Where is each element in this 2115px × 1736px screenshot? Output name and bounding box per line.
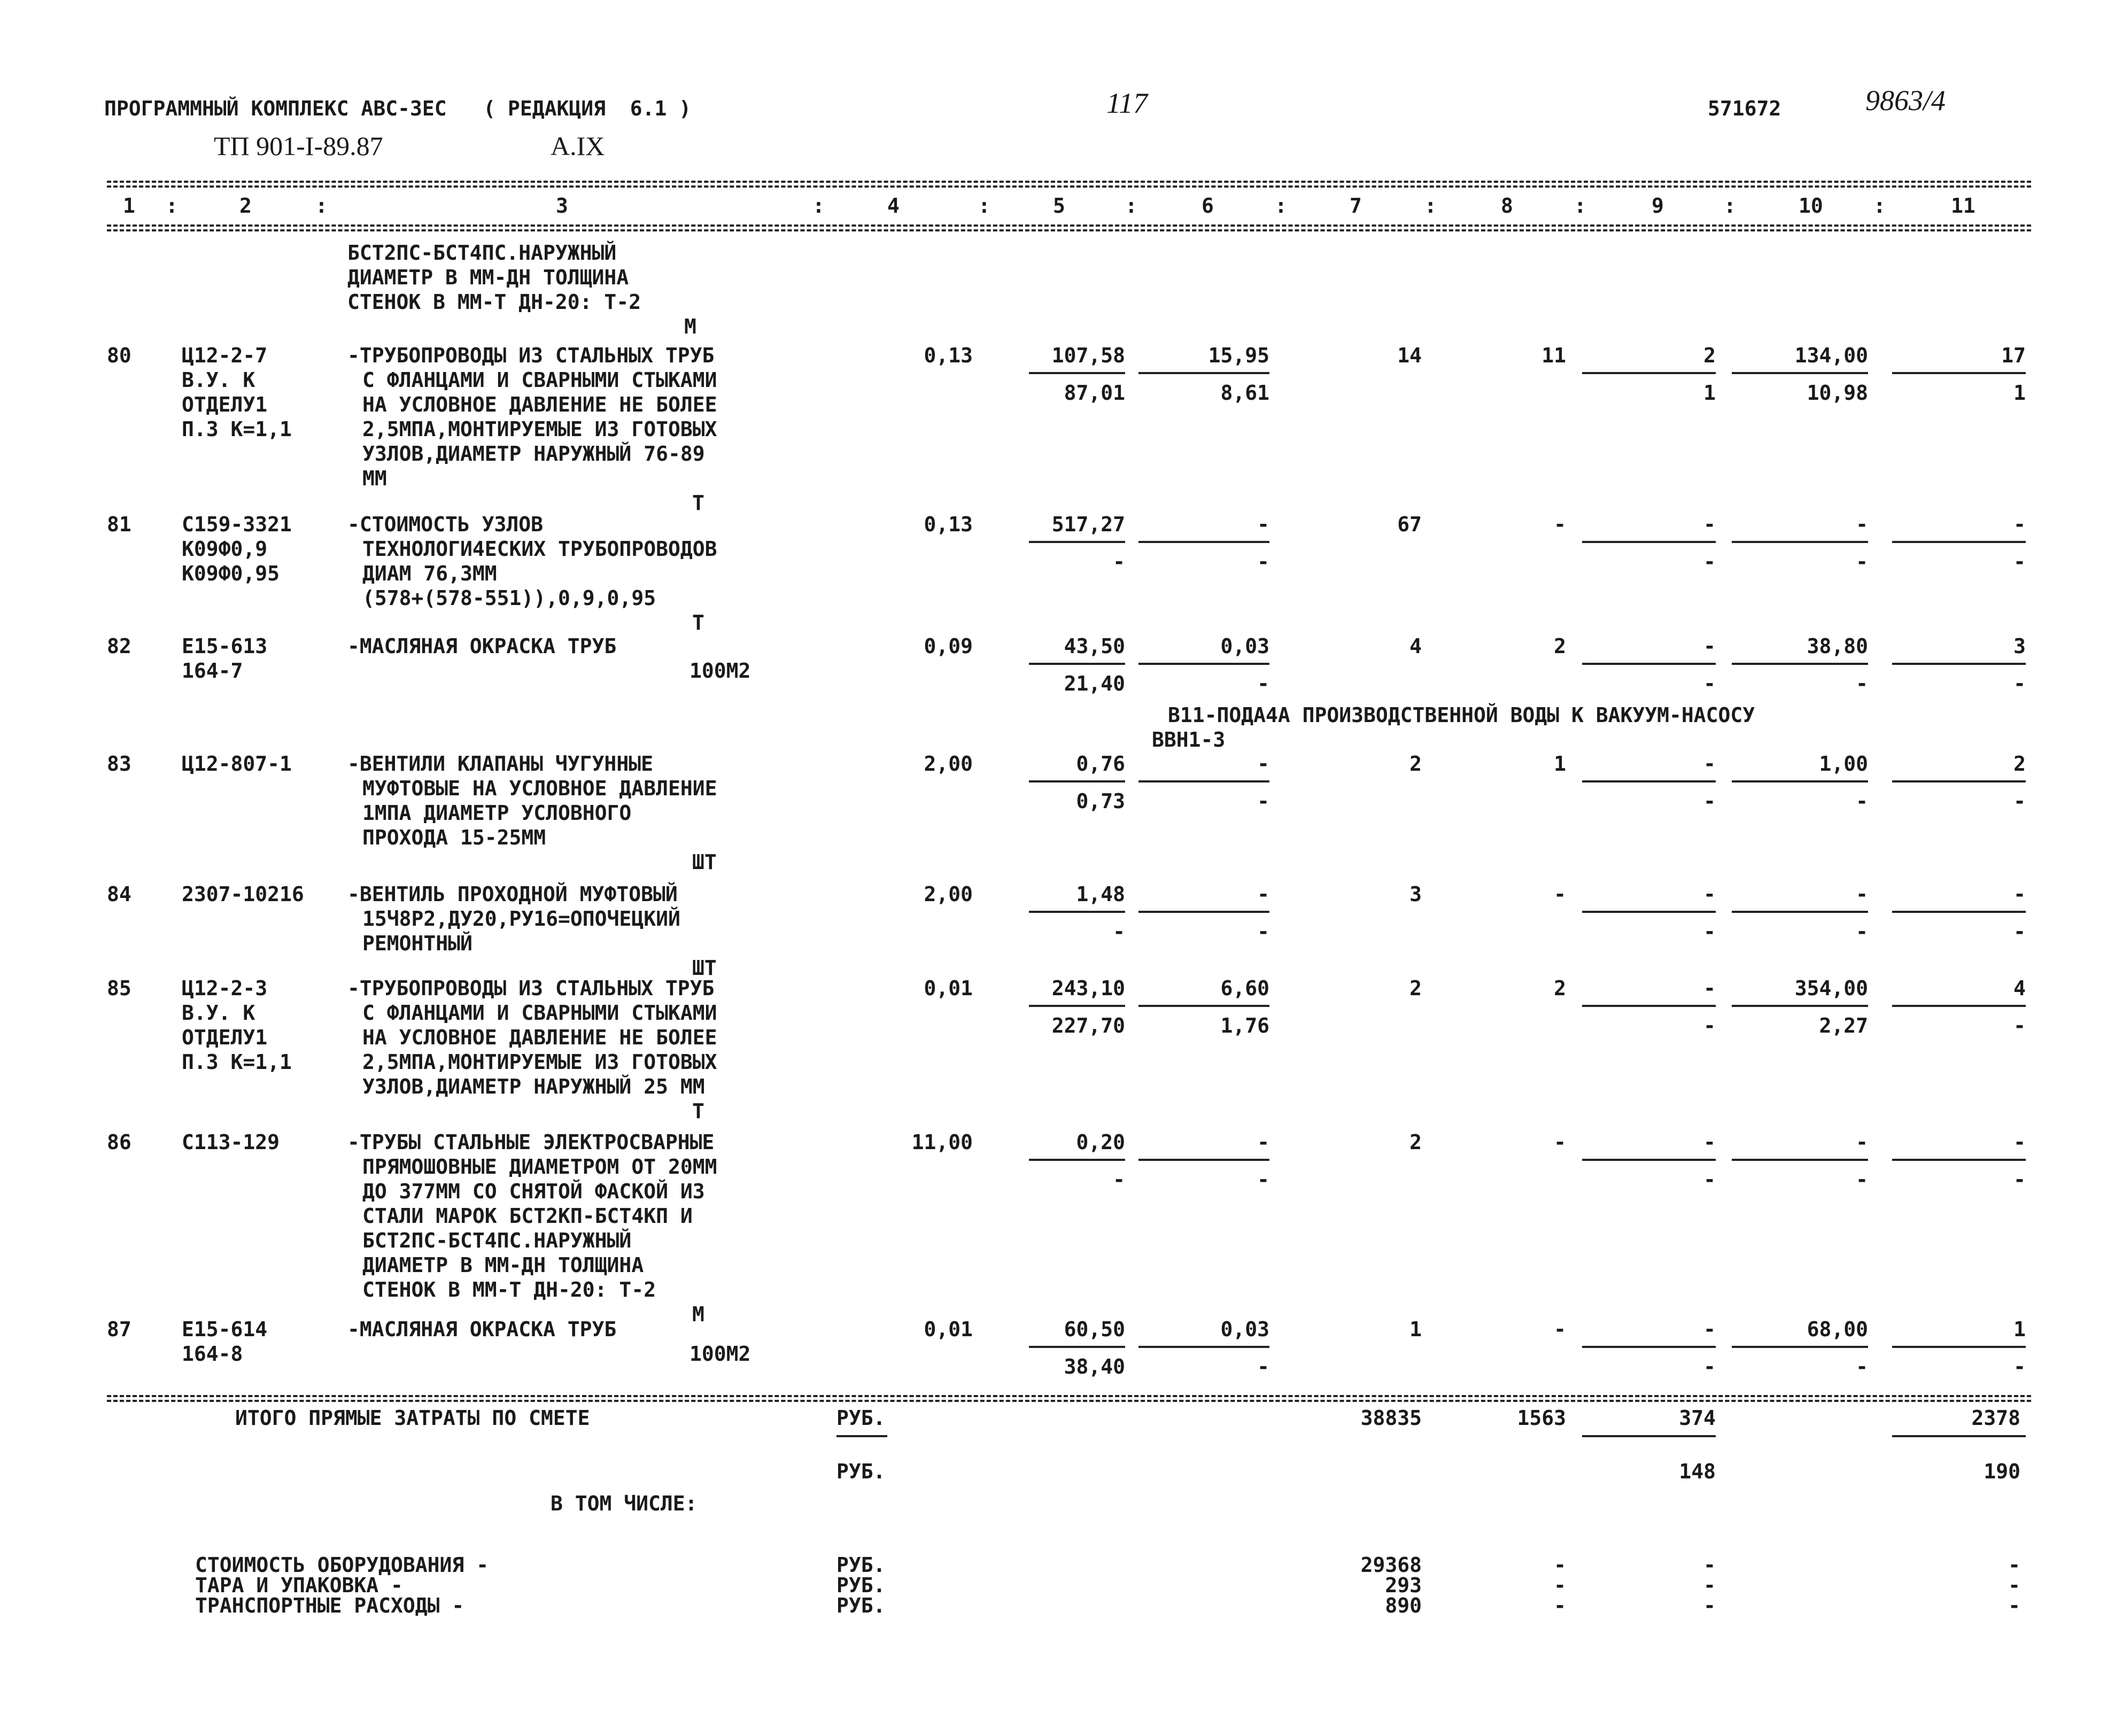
breakdown-col-8: - [1554,1594,1566,1617]
cell-c5: 0,76 [1076,752,1125,776]
rate-code: ОТДЕЛУ1 [182,1026,268,1049]
rate-code: Е15-613 [182,634,268,658]
program-header: ПРОГРАММНЫЙ КОМПЛЕКС АВС-ЗЕС ( РЕДАКЦИЯ 6.1 ) [104,97,692,120]
cell-c9-b: - [1703,550,1716,574]
work-description: С ФЛАНЦАМИ И СВАРНЫМИ СТЫКАМИ [362,368,717,392]
rate-code: Ц12-2-7 [182,344,268,367]
work-description: -МАСЛЯНАЯ ОКРАСКА ТРУБ [347,1318,617,1341]
unit-label: Т [692,1099,704,1123]
cell-c8: 11 [1541,344,1566,367]
cell-c11: 4 [2013,976,2026,1000]
totals-label: ИТОГО ПРЯМЫЕ ЗАТРАТЫ ПО СМЕТЕ [235,1406,590,1430]
breakdown-col-8: - [1554,1574,1566,1597]
cell-c10-b: - [1856,789,1868,813]
col-sep: : [978,194,990,218]
cell-underline [1029,780,1125,782]
work-description: УЗЛОВ,ДИАМЕТР НАРУЖНЫЙ 76-89 [362,442,705,466]
cell-c11: 3 [2013,634,2026,658]
cell-underline [1732,1159,1868,1161]
cell-c7: 1 [1409,1318,1422,1341]
cell-c8: 1 [1554,752,1566,776]
cell-c4: 11,00 [911,1130,973,1154]
cell-c9: - [1703,1318,1716,1341]
cell-c5: 243,10 [1051,976,1125,1000]
rate-code: К09Ф0,95 [182,562,280,585]
cell-underline [1029,1346,1125,1348]
totals-col-9: 374 [1679,1406,1716,1430]
col-sep: : [315,194,328,218]
cell-c4: 0,13 [924,513,973,536]
work-description: СТЕНОК В ММ-Т ДН-20: Т-2 [362,1278,656,1301]
page-number: 117 [1106,87,1148,119]
breakdown-col-9: - [1703,1594,1716,1617]
cell-c6: - [1257,882,1269,906]
cell-c6-b: - [1257,1168,1269,1191]
unit-label: Т [692,611,704,634]
row-number: 80 [107,344,131,367]
cell-c8: - [1554,1130,1566,1154]
cell-c9: - [1703,634,1716,658]
totals-col-11-underline [1892,1435,2026,1437]
cell-c10: - [1856,1130,1868,1154]
work-description: РЕМОНТНЫЙ [362,932,472,955]
cell-c11: 2 [2013,752,2026,776]
cell-underline [1582,1159,1716,1161]
cell-underline [1582,372,1716,374]
unit-label: М [692,1303,704,1326]
column-header-row [0,193,2115,218]
cell-c6: 15,95 [1208,344,1269,367]
cell-c4: 0,09 [924,634,973,658]
col-5: 5 [1053,194,1065,218]
cell-c9-b: - [1703,1168,1716,1191]
cell-underline [1138,541,1269,543]
cell-underline [1138,1005,1269,1007]
rate-code: ОТДЕЛУ1 [182,393,268,416]
cell-c5: 517,27 [1051,513,1125,536]
breakdown-col-7: 29368 [1360,1553,1422,1577]
header-rule-top-2 [107,185,2031,188]
cell-underline [1029,911,1125,913]
cell-c7: 3 [1409,882,1422,906]
row-number: 87 [107,1318,131,1341]
col-7: 7 [1350,194,1362,218]
row-number: 82 [107,634,131,658]
text-line: БСТ2ПС-БСТ4ПС.НАРУЖНЫЙ [347,241,617,265]
cell-c5-b: 87,01 [1064,381,1125,405]
cell-c6: 0,03 [1220,634,1269,658]
cell-c11-b: - [2013,672,2026,695]
rate-code: В.У. К [182,1001,255,1025]
col-8: 8 [1501,194,1513,218]
cell-c6-b: - [1257,550,1269,574]
cell-c6-b: - [1257,789,1269,813]
rate-code: 164-7 [182,659,243,683]
col-1: 1 [123,194,135,218]
breakdown-label: ТРАНСПОРТНЫЕ РАСХОДЫ - [195,1594,464,1617]
work-description: С ФЛАНЦАМИ И СВАРНЫМИ СТЫКАМИ [362,1001,717,1025]
breakdown-col-11: - [2008,1574,2020,1597]
cell-c5-b: 227,70 [1051,1014,1125,1037]
cell-c7: 2 [1409,1130,1422,1154]
cell-c11-b: 1 [2013,381,2026,405]
totals-unit-2: РУБ. [836,1460,886,1483]
cell-c9-b: - [1703,789,1716,813]
cell-underline [1138,911,1269,913]
cell-c6: - [1257,752,1269,776]
section-title: В11-ПОДА4А ПРОИЗВОДСТВЕННОЙ ВОДЫ К ВАКУУМ-НАСОСУ [1168,703,1755,727]
cell-c7: 14 [1397,344,1422,367]
cell-c4: 0,01 [924,976,973,1000]
work-description: -ТРУБОПРОВОДЫ ИЗ СТАЛЬНЫХ ТРУБ [347,344,715,367]
cell-c10: 38,80 [1807,634,1868,658]
breakdown-col-7: 293 [1385,1574,1422,1597]
col-sep: : [1574,194,1586,218]
col-sep: : [1424,194,1437,218]
cell-c5: 1,48 [1076,882,1125,906]
col-6: 6 [1202,194,1214,218]
cell-underline [1582,911,1716,913]
cell-underline [1892,780,2026,782]
cell-underline [1892,541,2026,543]
section-subtitle: ВВН1-3 [1152,728,1226,751]
work-description: -СТОИМОСТЬ УЗЛОВ [347,513,544,536]
cell-underline [1029,372,1125,374]
cell-c6: 6,60 [1220,976,1269,1000]
cell-c6-b: 1,76 [1220,1014,1269,1037]
work-description: ММ [362,467,387,490]
cell-underline [1582,780,1716,782]
cell-c5: 107,58 [1051,344,1125,367]
cell-underline [1138,663,1269,665]
breakdown-col-9: - [1703,1553,1716,1577]
cell-underline [1582,1005,1716,1007]
cell-c4: 0,13 [924,344,973,367]
rate-code: С113-129 [182,1130,280,1154]
cell-c10: 354,00 [1794,976,1868,1000]
cell-c11: 1 [2013,1318,2026,1341]
cell-c11-b: - [2013,1014,2026,1037]
cell-c9: - [1703,882,1716,906]
breakdown-label: СТОИМОСТЬ ОБОРУДОВАНИЯ - [195,1553,489,1577]
cell-c9: - [1703,513,1716,536]
cell-c9-b: - [1703,1014,1716,1037]
work-description: УЗЛОВ,ДИАМЕТР НАРУЖНЫЙ 25 ММ [362,1075,705,1098]
rate-code: 164-8 [182,1342,243,1366]
unit-label: ШТ [692,956,717,980]
cell-underline [1029,1005,1125,1007]
col-10: 10 [1799,194,1823,218]
cell-underline [1892,1159,2026,1161]
rate-code: Ц12-2-3 [182,976,268,1000]
cell-underline [1029,663,1125,665]
cell-c6: 0,03 [1220,1318,1269,1341]
work-description: ДИАМ 76,3ММ [362,562,497,585]
cell-c10-b: 2,27 [1819,1014,1868,1037]
cell-c9: - [1703,1130,1716,1154]
unit-label: 100М2 [689,659,751,683]
cell-c11-b: - [2013,1168,2026,1191]
totals-col-11: 2378 [1971,1406,2020,1430]
text-line: ДИАМЕТР В ММ-ДН ТОЛЩИНА [347,266,629,289]
row-number: 86 [107,1130,131,1154]
work-description: ДИАМЕТР В ММ-ДН ТОЛЩИНА [362,1253,644,1277]
col-2: 2 [239,194,252,218]
cell-c5-b: - [1113,1168,1125,1191]
cell-underline [1138,1159,1269,1161]
cell-c11: - [2013,882,2026,906]
cell-c9: - [1703,752,1716,776]
work-description: ПРОХОДА 15-25ММ [362,826,546,849]
cell-c6-b: - [1257,1355,1269,1378]
work-description: -ТРУБОПРОВОДЫ ИЗ СТАЛЬНЫХ ТРУБ [347,976,715,1000]
work-description: НА УСЛОВНОЕ ДАВЛЕНИЕ НЕ БОЛЕЕ [362,1026,717,1049]
cell-underline [1892,1005,2026,1007]
header-rule-bottom-2 [107,229,2031,231]
cell-underline [1892,1346,2026,1348]
totals-col-7: 38835 [1360,1406,1422,1430]
work-description: МУФТОВЫЕ НА УСЛОВНОЕ ДАВЛЕНИЕ [362,777,717,800]
cell-c6-b: 8,61 [1220,381,1269,405]
col-3: 3 [556,194,568,218]
cell-c10-b: - [1856,920,1868,943]
cell-c9-b: - [1703,1355,1716,1378]
cell-underline [1732,541,1868,543]
cell-underline [1582,541,1716,543]
cell-c10-b: - [1856,672,1868,695]
cell-underline [1029,541,1125,543]
cell-c6-b: - [1257,672,1269,695]
document-code: 571672 [1708,97,1781,120]
work-description: НА УСЛОВНОЕ ДАВЛЕНИЕ НЕ БОЛЕЕ [362,393,717,416]
cell-c9-b: - [1703,672,1716,695]
cell-underline [1732,1005,1868,1007]
cell-c8: - [1554,882,1566,906]
cell-c5: 60,50 [1064,1318,1125,1341]
project-code: ТП 901-I-89.87 [214,131,383,161]
rate-code: Ц12-807-1 [182,752,292,776]
totals-col-11-b: 190 [1984,1460,2020,1483]
totals-col-9-b: 148 [1679,1460,1716,1483]
cell-c4: 2,00 [924,882,973,906]
cell-c9-b: 1 [1703,381,1716,405]
cell-underline [1732,372,1868,374]
row-number: 81 [107,513,131,536]
cell-c5-b: - [1113,920,1125,943]
cell-c11-b: - [2013,1355,2026,1378]
cell-c10: 1,00 [1819,752,1868,776]
unit-label: ШТ [692,850,717,874]
cell-c5-b: 0,73 [1076,789,1125,813]
including-label: В ТОМ ЧИСЛЕ: [551,1492,698,1515]
cell-c9: 2 [1703,344,1716,367]
cell-underline [1732,780,1868,782]
work-description: 2,5МПА,МОНТИРУЕМЫЕ ИЗ ГОТОВЫХ [362,417,717,441]
cell-c10: 134,00 [1794,344,1868,367]
rate-code: П.3 К=1,1 [182,1050,292,1074]
breakdown-col-9: - [1703,1574,1716,1597]
cell-c7: 2 [1409,976,1422,1000]
cell-underline [1138,1346,1269,1348]
cell-c5-b: - [1113,550,1125,574]
cell-c5: 43,50 [1064,634,1125,658]
work-description: ДО 377ММ СО СНЯТОЙ ФАСКОЙ ИЗ [362,1180,705,1203]
col-sep: : [1873,194,1886,218]
unit-label: М [684,315,696,338]
unit-label: Т [692,491,704,515]
rate-code: 2307-10216 [182,882,304,906]
cell-c11-b: - [2013,920,2026,943]
work-description: БСТ2ПС-БСТ4ПС.НАРУЖНЫЙ [362,1229,632,1252]
col-sep: : [1125,194,1137,218]
work-description: 15Ч8Р2,ДУ20,РУ16=ОПОЧЕЦКИЙ [362,907,680,931]
cell-c8: - [1554,513,1566,536]
cell-c6: - [1257,513,1269,536]
cell-c5-b: 38,40 [1064,1355,1125,1378]
cell-underline [1892,372,2026,374]
cell-c9: - [1703,976,1716,1000]
cell-c10-b: 10,98 [1807,381,1868,405]
cell-c11-b: - [2013,789,2026,813]
breakdown-unit: РУБ. [836,1553,886,1577]
totals-rule [107,1395,2031,1397]
cell-underline [1138,780,1269,782]
rate-code: В.У. К [182,368,255,392]
col-sep: : [1724,194,1736,218]
col-sep: : [166,194,178,218]
cell-c10: 68,00 [1807,1318,1868,1341]
col-sep: : [1275,194,1287,218]
sheet-reference: 9863/4 [1865,84,1946,117]
header-rule-bottom [107,224,2031,227]
cell-c5-b: 21,40 [1064,672,1125,695]
work-description: 1МПА ДИАМЕТР УСЛОВНОГО [362,801,632,825]
rate-code: С159-3321 [182,513,292,536]
cell-underline [1732,911,1868,913]
cell-c10-b: - [1856,1168,1868,1191]
work-description: -МАСЛЯНАЯ ОКРАСКА ТРУБ [347,634,617,658]
cell-c11-b: - [2013,550,2026,574]
totals-rule-2 [107,1400,2031,1402]
breakdown-col-11: - [2008,1594,2020,1617]
breakdown-unit: РУБ. [836,1594,886,1617]
header-rule-top [107,181,2031,183]
rate-code: Е15-614 [182,1318,268,1341]
cell-underline [1029,1159,1125,1161]
cell-c7: 4 [1409,634,1422,658]
cell-c6: - [1257,1130,1269,1154]
cell-underline [1892,911,2026,913]
cell-c10-b: - [1856,1355,1868,1378]
cell-c8: 2 [1554,976,1566,1000]
cell-c9-b: - [1703,920,1716,943]
cell-underline [1732,1346,1868,1348]
section-code: А.IX [551,131,605,161]
col-4: 4 [887,194,900,218]
cell-c8: - [1554,1318,1566,1341]
totals-col-9-underline [1582,1435,1716,1437]
cell-c11: - [2013,1130,2026,1154]
cell-c7: 67 [1397,513,1422,536]
work-description: 2,5МПА,МОНТИРУЕМЫЕ ИЗ ГОТОВЫХ [362,1050,717,1074]
cell-underline [1582,663,1716,665]
rate-code: К09Ф0,9 [182,537,268,561]
row-number: 85 [107,976,131,1000]
row-number: 83 [107,752,131,776]
cell-c4: 2,00 [924,752,973,776]
cell-c10: - [1856,513,1868,536]
cell-underline [1732,663,1868,665]
breakdown-unit: РУБ. [836,1574,886,1597]
text-line: СТЕНОК В ММ-Т ДН-20: Т-2 [347,290,641,314]
breakdown-label: ТАРА И УПАКОВКА - [195,1574,403,1597]
row-number: 84 [107,882,131,906]
cell-c10-b: - [1856,550,1868,574]
totals-unit-underline [836,1435,887,1437]
work-description: ТЕХНОЛОГИ4ЕСКИХ ТРУБОПРОВОДОВ [362,537,717,561]
unit-label: 100М2 [689,1342,751,1366]
breakdown-col-7: 890 [1385,1594,1422,1617]
cell-c5: 0,20 [1076,1130,1125,1154]
cell-underline [1138,372,1269,374]
breakdown-col-11: - [2008,1553,2020,1577]
work-description: (578+(578-551)),0,9,0,95 [362,586,656,610]
cell-c4: 0,01 [924,1318,973,1341]
rate-code: П.3 К=1,1 [182,417,292,441]
col-sep: : [812,194,825,218]
work-description: -ВЕНТИЛИ КЛАПАНЫ ЧУГУННЫЕ [347,752,653,776]
totals-unit: РУБ. [836,1406,886,1430]
cell-c6-b: - [1257,920,1269,943]
cell-c10: - [1856,882,1868,906]
cell-c11: 17 [2001,344,2026,367]
work-description: ПРЯМОШОВНЫЕ ДИАМЕТРОМ ОТ 20ММ [362,1155,717,1179]
col-9: 9 [1652,194,1664,218]
cell-c7: 2 [1409,752,1422,776]
cell-c8: 2 [1554,634,1566,658]
work-description: -ВЕНТИЛЬ ПРОХОДНОЙ МУФТОВЫЙ [347,882,678,906]
breakdown-col-8: - [1554,1553,1566,1577]
cell-underline [1582,1346,1716,1348]
work-description: СТАЛИ МАРОК БСТ2КП-БСТ4КП И [362,1204,693,1228]
work-description: -ТРУБЫ СТАЛЬНЫЕ ЭЛЕКТРОСВАРНЫЕ [347,1130,715,1154]
totals-col-8: 1563 [1517,1406,1566,1430]
cell-c11: - [2013,513,2026,536]
cell-underline [1892,663,2026,665]
col-11: 11 [1951,194,1975,218]
